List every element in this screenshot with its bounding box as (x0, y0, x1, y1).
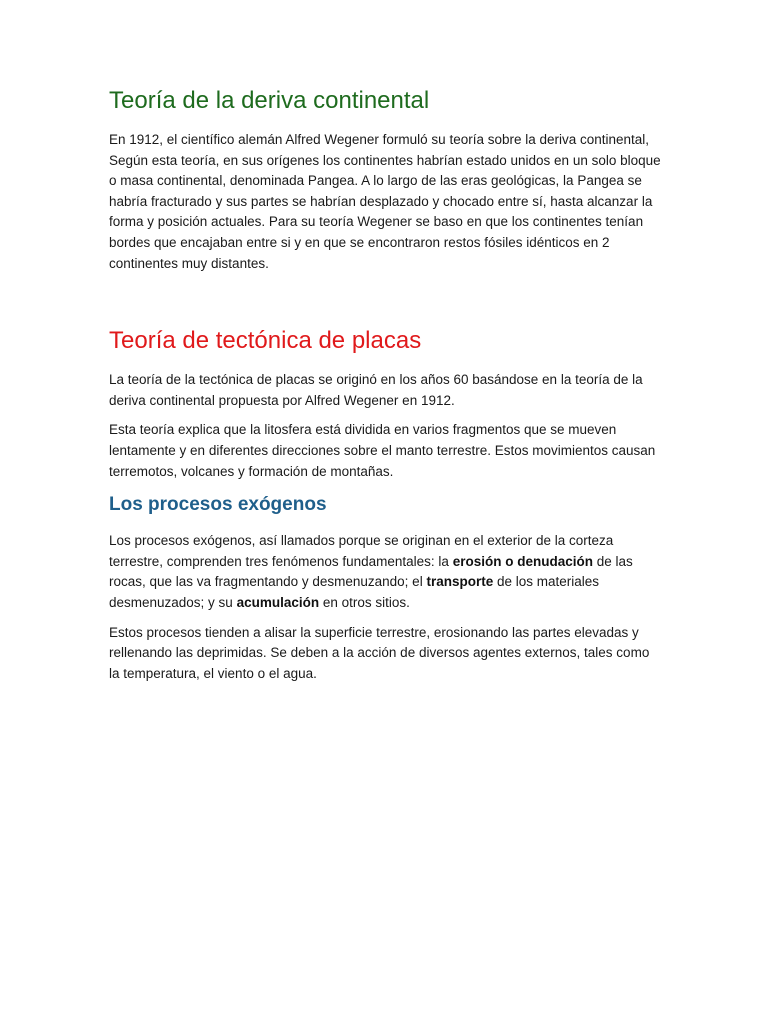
paragraph-tectonica-explicacion: Esta teoría explica que la litosfera está dividida en varios fragmentos que se mueven lentamente y en diferentes direcciones sobre el manto terrestre. Estos movimientos causan terremotos, volcanes y formación de montañas. (109, 422, 656, 479)
document-page (109, 84, 661, 693)
paragraph-deriva-continental: En 1912, el científico alemán Alfred Wegener formuló su teoría sobre la deriva continental, Según esta teoría, en sus orígenes los continentes habrían estado unidos en un solo bloque o masa continental, denominada Pangea. A lo largo de las eras geológicas, la Pangea se habría fracturado y sus partes se habrían desplazado y chocado entre sí, hasta alcanzar la forma y posición actuales. Para su teoría Wegener se baso en que los continentes tenían bordes que encajaban entre si y en que se encontraron restos fósiles idénticos en 2 continentes muy distantes. (109, 132, 661, 271)
heading-deriva-continental: Teoría de la deriva continental (109, 87, 430, 114)
bold-term-acumulacion: acumulación (236, 594, 320, 610)
text-run: de los materiales desmenuzados; y su (109, 574, 600, 610)
text-run: en otros sitios. (319, 594, 410, 610)
paragraph-procesos-exogenos (109, 531, 661, 613)
paragraph-procesos-efectos: Estos procesos tienden a alisar la superficie terrestre, erosionando las partes elevadas y rellenando las deprimidas. Se deben a la acción de diversos agentes externos, tales como la temperatura, el viento o el agua. (109, 624, 650, 681)
bold-term-erosion: erosión o denudación (452, 553, 593, 569)
heading-tectonica-placas: Teoría de tectónica de placas (109, 327, 422, 355)
heading-procesos-exogenos: Los procesos exógenos (109, 494, 327, 516)
bold-term-transporte: transporte (426, 574, 494, 590)
text-run: de las rocas, que las va fragmentando y desmenuzando; el (109, 553, 633, 590)
paragraph-tectonica-origen: La teoría de la tectónica de placas se originó en los años 60 basándose en la teoría de la deriva continental propuesta por Alfred Wegener en 1912. (109, 372, 643, 408)
text-run: Los procesos exógenos, así llamados porque se originan en el exterior de la corteza terrestre, comprenden tres fenómenos fundamentales: la (109, 533, 614, 569)
